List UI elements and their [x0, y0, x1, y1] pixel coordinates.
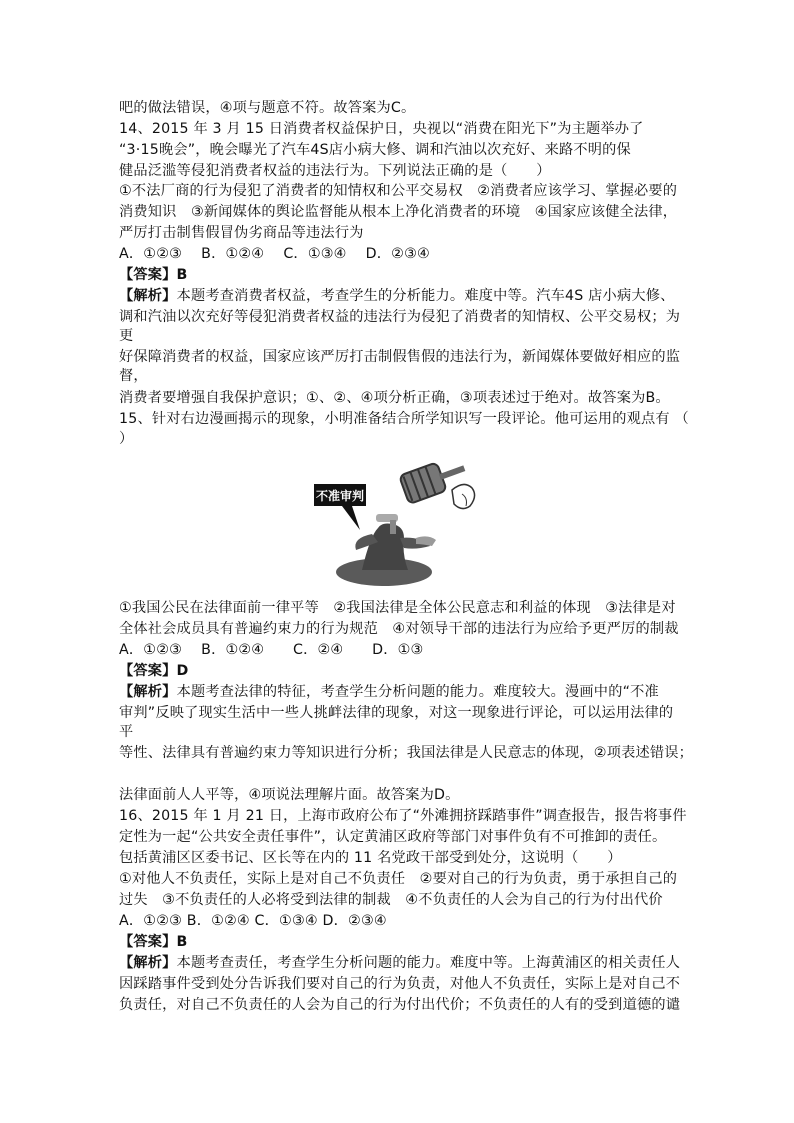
speech-bubble-text: 不准审判: [315, 489, 365, 503]
text-line: ①不法厂商的行为侵犯了消费者的知情权和公平交易权 ②消费者应该学习、掌握必要的: [119, 183, 678, 199]
text-line: ①我国公民在法律面前一律平等 ②我国法律是全体公民意志和利益的体现 ③法律是对: [119, 600, 676, 616]
text-line: 包括黄浦区区委书记、区长等在内的 11 名党政干部受到处分，这说明（ ）: [119, 850, 622, 866]
text-line: 消费者要增强自我保护意识；①、②、④项分析正确，③项表述过于绝对。故答案为B。: [119, 390, 670, 406]
text-line: 好保障消费者的权益，国家应该严厉打击制假售假的违法行为，新闻媒体要做好相应的监: [119, 349, 681, 365]
text-line: 更: [119, 328, 134, 344]
text-line: 调和汽油以次充好等侵犯消费者权益的违法行为侵犯了消费者的知情权、公平交易权；为: [119, 309, 681, 325]
question-14-stem: 14、2015 年 3 月 15 日消费者权益保护日，央视以“消费在阳光下”为主题举办了: [119, 121, 644, 137]
analysis-text: 本题考查消费者权益，考查学生的分析能力。难度中等。汽车4S 店小病大修、: [176, 288, 675, 304]
text-line: ）: [119, 431, 134, 447]
text-line: ①对他人不负责任，实际上是对自己不负责任 ②要对自己的行为负责，勇于承担自己的: [119, 871, 678, 887]
text-line: 严厉打击制售假冒伪劣商品等违法行为: [119, 225, 364, 241]
question-16-stem: 16、2015 年 1 月 21 日，上海市政府公布了“外滩拥挤踩踏事件”调查报告，报告将事件: [119, 808, 687, 824]
text-line: 平: [119, 724, 134, 740]
answer-15: 【答案】D: [119, 663, 189, 679]
analysis-label: 【解析】: [119, 684, 177, 700]
analysis-label: 【解析】: [119, 288, 177, 304]
text-line: 负责任，对自己不负责任的人会为自己的行为付出代价；不负责任的人有的受到道德的谴: [119, 997, 681, 1013]
analysis-15: [119, 683, 659, 701]
text-line: 吧的做法错误，④项与题意不符。故答案为C。: [119, 100, 416, 116]
options-line: A．①②③ B．①②④ C．②④ D．①③: [119, 642, 424, 658]
text-line: “3·15晚会”，晚会曝光了汽车4S店小病大修、调和汽油以次充好、来路不明的保: [119, 142, 631, 158]
options-line: A．①②③ B．①②④ C．①③④ D．②③④: [119, 913, 387, 929]
text-line: 因踩踏事件受到处分告诉我们要对自己的行为负责，对他人不负责任，实际上是对自己不: [119, 976, 681, 992]
text-line: 督，: [119, 368, 148, 384]
answer-14: 【答案】B: [119, 267, 188, 283]
options-line: A．①②③ B．①②④ C．①③④ D．②③④: [119, 246, 430, 262]
analysis-text: 本题考查法律的特征，考查学生分析问题的能力。难度较大。漫画中的“不准: [176, 684, 659, 700]
text-line: 全体社会成员具有普遍约束力的行为规范 ④对领导干部的违法行为应给予更严厉的制裁: [119, 621, 679, 637]
text-line: 健品泛滥等侵犯消费者权益的违法行为。下列说法正确的是（ ）: [119, 163, 551, 179]
answer-16: 【答案】B: [119, 934, 188, 950]
analysis-label: 【解析】: [119, 955, 177, 971]
analysis-14: [119, 287, 675, 305]
analysis-text: 本题考查责任，考查学生分析问题的能力。难度中等。上海黄浦区的相关责任人: [176, 955, 681, 971]
text-line: 审判”反映了现实生活中一些人挑衅法律的现象，对这一现象进行评论，可以运用法律的: [119, 705, 674, 721]
question-15-stem: 15、针对右边漫画揭示的现象，小明准备结合所学知识写一段评论。他可运用的观点有 （: [119, 411, 689, 427]
cartoon-illustration: [312, 454, 482, 590]
analysis-16: [119, 954, 680, 972]
text-line: 过失 ③不负责任的人必将受到法律的制裁 ④不负责任的人会为自己的行为付出代价: [119, 892, 663, 908]
text-line: 法律面前人人平等，④项说法理解片面。故答案为D。: [119, 787, 460, 803]
text-line: 等性、法律具有普遍约束力等知识进行分析；我国法律是人民意志的体现，②项表述错误；: [119, 745, 694, 761]
text-line: 消费知识 ③新闻媒体的舆论监督能从根本上净化消费者的环境 ④国家应该健全法律，: [119, 204, 678, 220]
text-line: 定性为一起“公共安全责任事件”，认定黄浦区政府等部门对事件负有不可推卸的责任。: [119, 829, 667, 845]
